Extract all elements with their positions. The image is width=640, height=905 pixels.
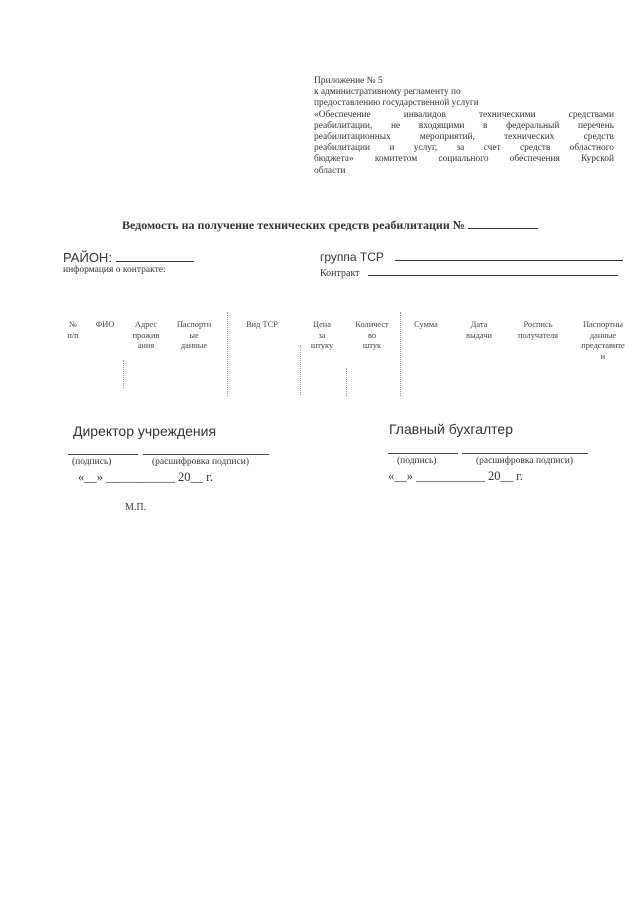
stamp-label: М.П.: [125, 502, 147, 513]
col-signature: Роспись получателя: [517, 320, 559, 340]
col-tsr-type: Вид ТСР: [246, 320, 278, 329]
contract-label: Контракт: [320, 268, 360, 279]
director-date: «__» ___________ 20__ г.: [78, 470, 213, 484]
col-quantity: Количест во штук: [355, 320, 389, 350]
appendix-line: предоставлению государственной услуги: [314, 98, 479, 109]
accountant-sign-line: [388, 453, 458, 454]
director-decode-caption: (расшифровка подписи): [152, 457, 249, 467]
grid-line: [123, 360, 124, 388]
grid-line: [400, 312, 401, 396]
appendix-line: к административному регламенту по: [314, 87, 461, 98]
director-decode-line: [143, 454, 269, 455]
appendix-line: «Обеспечение инвалидов техническими средствами: [314, 109, 614, 120]
col-representative-passport: Паспортны данные представите и: [581, 320, 625, 361]
contract-blank: [368, 265, 618, 276]
district-label: РАЙОН:: [63, 250, 112, 265]
appendix-line: реабилитационных мероприятий, технических средств: [314, 132, 614, 143]
appendix-line: Приложение № 5: [314, 76, 383, 86]
accountant-sign-caption: (подпись): [397, 456, 437, 466]
number-blank: [468, 218, 538, 229]
accountant-decode-caption: (расшифровка подписи): [476, 456, 573, 466]
col-address: Адрес прожив ания: [132, 320, 160, 350]
group-label: группа ТСР: [320, 250, 384, 264]
accountant-date: «__» ___________ 20__ г.: [388, 469, 523, 483]
director-title: Директор учреждения: [73, 423, 217, 439]
col-number: № п/п: [67, 320, 79, 340]
grid-line: [300, 345, 301, 395]
group-blank: [395, 250, 623, 261]
appendix-line: бюджета» комитетом социального обеспечения Курской: [314, 154, 614, 165]
contract-field: [320, 265, 618, 279]
col-passport: Паспортн ые данные: [176, 320, 212, 350]
document-title-text: Ведомость на получение технических средств реабилитации №: [122, 218, 465, 232]
col-name: ФИО: [95, 320, 115, 329]
grid-line: [227, 312, 228, 396]
col-issue-date: Дата выдачи: [466, 320, 492, 340]
director-sign-caption: (подпись): [72, 457, 112, 467]
appendix-line: реабилитации, не входящими в федеральный перечень: [314, 120, 614, 131]
appendix-block: [314, 76, 614, 177]
director-sign-line: [68, 454, 138, 455]
district-field: [63, 250, 194, 265]
appendix-line: области: [314, 165, 346, 176]
col-sum: Сумма: [414, 320, 438, 329]
grid-line: [346, 368, 347, 396]
group-field: [320, 250, 623, 264]
accountant-title: Главный бухгалтер: [389, 421, 513, 437]
appendix-line: реабилитации и услуг, за счет средств областного: [314, 143, 614, 154]
contract-info-label: информация о контракте:: [63, 265, 166, 275]
document-title: [122, 218, 538, 233]
col-price: Цена за штуку: [310, 320, 334, 350]
district-blank: [116, 251, 194, 262]
accountant-decode-line: [462, 453, 588, 454]
